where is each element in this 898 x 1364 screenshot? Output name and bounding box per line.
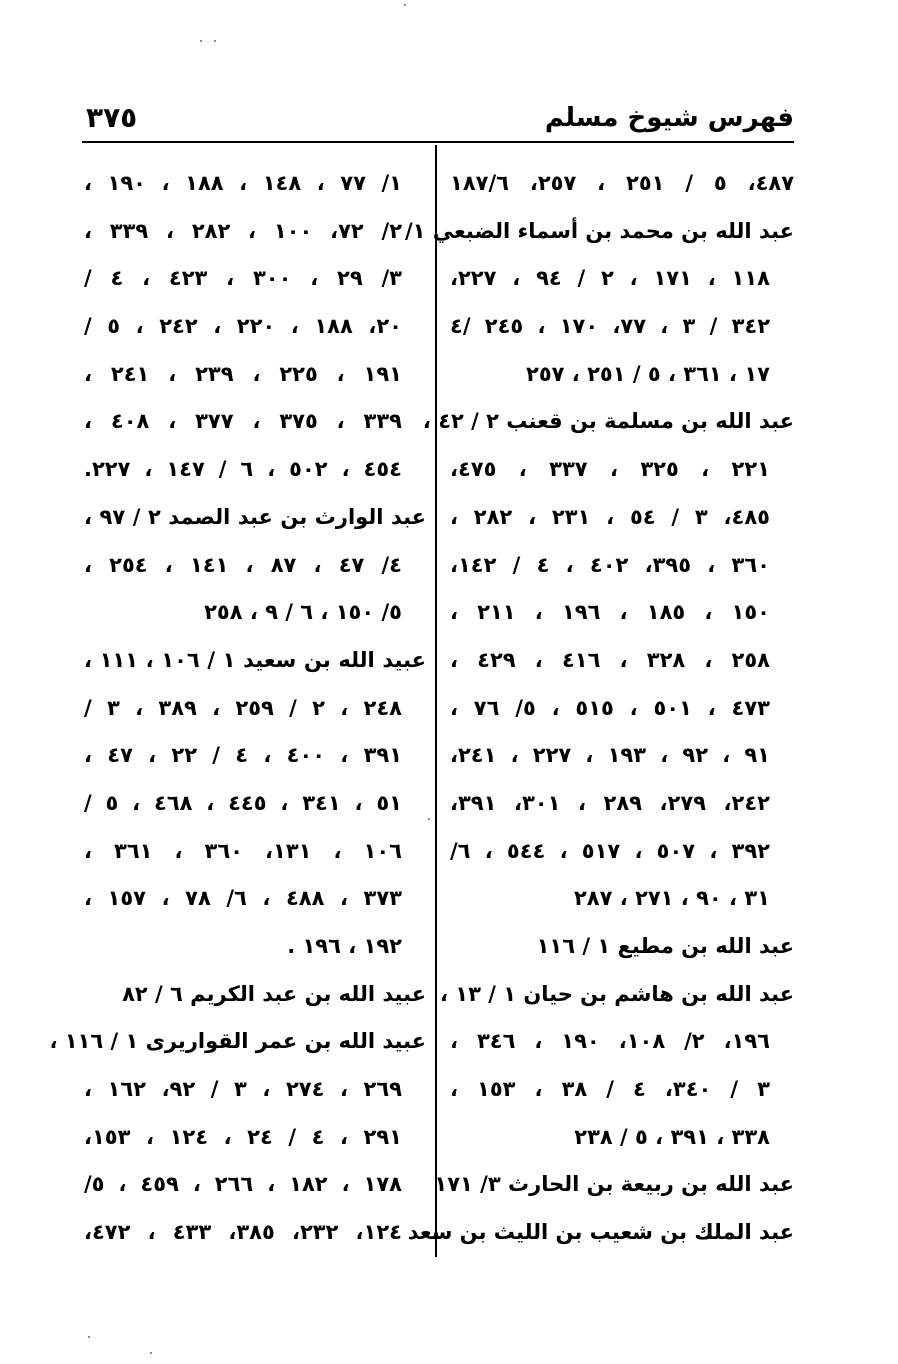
index-line: ٤٨٧، ٥ / ٢٥١ ، ٢٥٧، ١٨٧/٦ bbox=[450, 171, 795, 195]
index-line: ١٠٦ ، ١٣١، ٣٦٠ ، ٣٦١ ، bbox=[84, 838, 402, 863]
index-line: ٣٩٢ ، ٥٠٧ ، ٥١٧ ، ٥٤٤ ، ٦/ bbox=[450, 838, 770, 863]
index-line: ١٩١ ، ٢٢٥ ، ٢٣٩ ، ٢٤١ ، bbox=[84, 361, 402, 386]
index-line: ١٧ ، ٣٦١ ، ٥ / ٢٥١ ، ٢٥٧ bbox=[526, 361, 770, 386]
index-line: ٣٣٨ ، ٣٩١ ، ٥ / ٢٣٨ bbox=[574, 1124, 770, 1149]
index-line: ١٧٨ ، ١٨٢ ، ٢٦٦ ، ٤٥٩ ، ٥/ bbox=[84, 1172, 402, 1197]
index-line: ٣٧٣ ، ٤٨٨ ، ٦/ ٧٨ ، ١٥٧ ، bbox=[84, 886, 402, 911]
index-entry-name: عبيد الله بن سعيد ١ / ١٠٦ ، ١١١ ، bbox=[84, 647, 426, 672]
scan-speck bbox=[404, 4, 406, 6]
index-line: ٣ / ٣٤٠، ٤ / ٣٨ ، ١٥٣ ، bbox=[450, 1077, 770, 1102]
index-line: ٤٧٣ ، ٥٠١ ، ٥١٥ ، ٥/ ٧٦ ، bbox=[450, 695, 770, 720]
column-divider bbox=[435, 145, 437, 1257]
index-entry-name: عبيد الله بن عبد الكريم ٦ / ٨٢ bbox=[122, 981, 426, 1006]
scan-speck bbox=[88, 1336, 90, 1338]
index-entry-name: عبد الله بن مسلمة بن قعنب ٢ / ٤٢ ، bbox=[422, 409, 794, 434]
index-line: ٢٩١ ، ٤ / ٢٤ ، ١٢٤ ، ١٥٣، bbox=[84, 1124, 402, 1149]
scan-speck bbox=[150, 1352, 152, 1354]
index-entry-name: عبد الله بن مطيع ١ / ١١٦ bbox=[536, 934, 794, 958]
scan-speck bbox=[428, 818, 430, 820]
index-line: ٢٤٢، ٢٧٩، ٢٨٩ ، ٣٠١، ٣٩١، bbox=[450, 790, 770, 815]
index-line: ١١٨ ، ١٧١ ، ٢ / ٩٤ ، ٢٢٧، bbox=[450, 266, 770, 291]
index-line: ٣٤٢ / ٣ ، ٧٧، ١٧٠ ، ٢٤٥ /٤ bbox=[450, 314, 771, 339]
header-rule bbox=[82, 141, 794, 143]
index-line: ١٢٤، ٢٣٢، ٣٨٥، ٤٣٣ ، ٤٧٢، bbox=[84, 1220, 402, 1245]
index-line: ٤٥٤ ، ٥٠٢ ، ٦ / ١٤٧ ، ٢٢٧. bbox=[84, 457, 402, 482]
index-line: ٢٥٨ ، ٣٢٨ ، ٤١٦ ، ٤٢٩ ، bbox=[450, 647, 770, 672]
index-line: ٣٦٠ ، ٣٩٥، ٤٠٢ ، ٤ / ١٤٢، bbox=[450, 552, 770, 577]
index-entry-name: عبد الله بن محمد بن أسماء الضبعي ١/ bbox=[404, 218, 794, 243]
page-title: فهرس شيوخ مسلم bbox=[544, 103, 794, 133]
index-line: ٩١ ، ٩٢ ، ١٩٣ ، ٢٢٧ ، ٢٤١، bbox=[450, 743, 770, 768]
index-line: ٣٣٩ ، ٣٧٥ ، ٣٧٧ ، ٤٠٨ ، bbox=[84, 409, 402, 434]
index-line: ٥/ ١٥٠ ، ٦ / ٩ ، ٢٥٨ bbox=[204, 600, 402, 625]
index-line: ٢٠، ١٨٨ ، ٢٢٠ ، ٢٤٢ ، ٥ / bbox=[84, 314, 402, 339]
index-entry-name: عبد الوارث بن عبد الصمد ٢ / ٩٧ ، bbox=[84, 504, 426, 529]
index-entry-name: عبيد الله بن عمر القواريرى ١ / ١١٦ ، bbox=[49, 1029, 426, 1054]
right-index-column bbox=[404, 160, 795, 1257]
left-index-column bbox=[49, 160, 426, 1257]
index-line: ٢٤٨ ، ٢ / ٢٥٩ ، ٣٨٩ ، ٣ / bbox=[84, 695, 402, 720]
scan-speck bbox=[200, 40, 202, 42]
index-entry-name: عبد الملك بن شعيب بن الليث بن سعد bbox=[407, 1220, 794, 1245]
index-line: ٢/ ٧٢، ١٠٠ ، ٢٨٢ ، ٣٣٩ ، bbox=[84, 218, 403, 243]
index-line: ١٩٦، ٢/ ١٠٨، ١٩٠ ، ٣٤٦ ، bbox=[450, 1029, 770, 1054]
index-line: ١٩٢ ، ١٩٦ . bbox=[287, 934, 402, 958]
index-line: ٤/ ٤٧ ، ٨٧ ، ١٤١ ، ٢٥٤ ، bbox=[84, 552, 402, 577]
index-line: ٣١ ، ٩٠ ، ٢٧١ ، ٢٨٧ bbox=[573, 886, 770, 911]
index-line: ٥١ ، ٣٤١ ، ٤٤٥ ، ٤٦٨ ، ٥ / bbox=[84, 790, 402, 815]
scan-speck bbox=[214, 40, 216, 42]
index-entry-name: عبد الله بن ربيعة بن الحارث ٣/ ١٧١ bbox=[434, 1172, 794, 1197]
index-line: ٢٢١ ، ٣٢٥ ، ٣٣٧ ، ٤٧٥، bbox=[450, 457, 770, 482]
index-line: ٢٦٩ ، ٢٧٤ ، ٣ / ٩٢، ١٦٢ ، bbox=[84, 1077, 402, 1102]
index-line: ١٥٠ ، ١٨٥ ، ١٩٦ ، ٢١١ ، bbox=[450, 600, 770, 625]
index-line: ١/ ٧٧ ، ١٤٨ ، ١٨٨ ، ١٩٠ ، bbox=[84, 171, 402, 195]
index-line: ٤٨٥، ٣ / ٥٤ ، ٢٣١ ، ٢٨٢ ، bbox=[450, 504, 770, 529]
index-entry-name: عبد الله بن هاشم بن حيان ١ / ١٣ ، bbox=[439, 981, 794, 1006]
index-line: ٣٩١ ، ٤٠٠ ، ٤ / ٢٢ ، ٤٧ ، bbox=[84, 743, 403, 768]
page-number: ٣٧٥ bbox=[86, 101, 138, 134]
index-line: ٣/ ٢٩ ، ٣٠٠ ، ٤٢٣ ، ٤ / bbox=[84, 266, 402, 291]
